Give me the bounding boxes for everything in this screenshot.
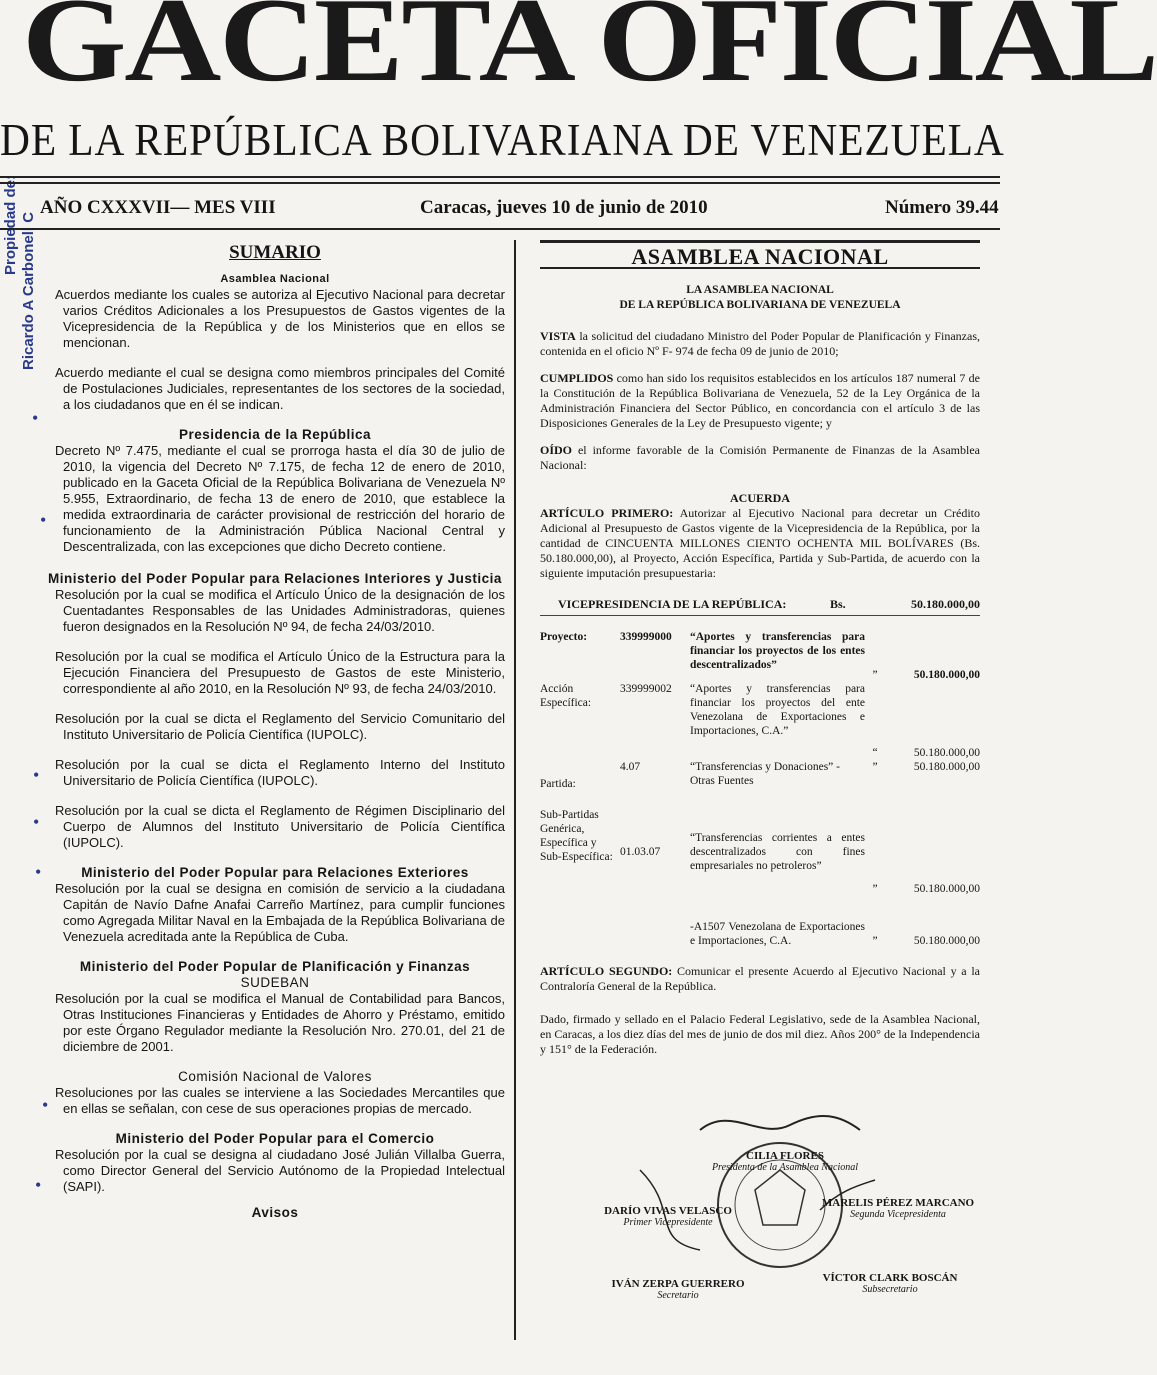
stamp-line-1: Propiedad de: [2, 174, 19, 275]
budget-desc: “Aportes y transferencias para financiar los proyectos del ente Venezolana de Exportaciones e Importaciones, C.A.” [690, 683, 865, 737]
budget-total: 50.180.000,00 [911, 597, 980, 611]
sumario-item: Resolución por la cual se modifica el Manual de Contabilidad para Bancos, Otras Instituciones Financieras y Entidades de Ahorro y Préstamo, emitido por este Órgano Regulador mediante la Resolución Nro. 270.01, del 21 de diciembre de 2001. [55, 991, 505, 1054]
budget-desc: “Transferencias corrientes a entes descentralizados con fines empresariales no petroleros” [690, 832, 865, 872]
budget-amount: 50.180.000,00 [913, 761, 980, 773]
signatory-name: DARÍO VIVAS VELASCO [604, 1205, 732, 1217]
stamp-line-2: Ricardo A Carbonell C [20, 211, 37, 370]
section-heading: Comisión Nacional de Valores [178, 1069, 372, 1084]
pen-mark: • [40, 510, 47, 530]
pen-mark: • [32, 408, 39, 428]
budget-row [540, 896, 980, 948]
issuer-line-2: DE LA REPÚBLICA BOLIVARIANA DE VENEZUELA [619, 299, 901, 311]
budget-ditto: “ [872, 747, 878, 759]
articulo-primero [540, 506, 980, 581]
newspaper-subtitle: DE LA REPÚBLICA BOLIVARIANA DE VENEZUELA [0, 115, 1005, 165]
budget-amount: 50.180.000,00 [913, 883, 980, 895]
budget-amount: 50.180.000,00 [913, 669, 980, 681]
newspaper-title: GACETA OFICIAL [22, 0, 1157, 106]
signatory-presidenta [700, 1150, 870, 1173]
signatory-secretario [598, 1278, 758, 1301]
budget-label: Partida: [540, 778, 576, 790]
budget-code: 01.03.07 [620, 846, 661, 858]
pen-mark: • [42, 1095, 49, 1115]
section-heading: Asamblea Nacional [220, 273, 330, 285]
section-heading: Ministerio del Poder Popular de Planificación y Finanzas [79, 959, 471, 974]
budget-ditto: ” [872, 935, 878, 947]
masthead [0, 0, 1157, 250]
section-heading: Ministerio del Poder Popular para el Comercio [115, 1131, 435, 1146]
year-month: AÑO CXXXVII— MES VIII [40, 197, 276, 218]
column-divider [514, 240, 516, 1340]
issuer-line-1: LA ASAMBLEA NACIONAL [686, 284, 834, 296]
pen-mark: • [35, 862, 42, 882]
budget-label: Proyecto: [540, 631, 588, 643]
section-heading: Ministerio del Poder Popular para Relaciones Interiores y Justicia [48, 571, 502, 586]
seal-and-signatures [620, 1110, 880, 1260]
signatory-name: MARELIS PÉREZ MARCANO [821, 1197, 975, 1209]
budget-table [540, 630, 980, 948]
sumario-item: Resolución por la cual se dicta el Reglamento del Servicio Comunitario del Instituto Universitario de Policía Científica (IUPOLC). [55, 711, 505, 742]
sumario-item: Resolución por la cual se dicta el Reglamento de Régimen Disciplinario del Cuerpo de Alumnos del Instituto Universitario de Policía Científica (IUPOLC). [55, 803, 505, 850]
budget-label: Sub-Partidas Genérica, Específica y Sub-Específica: [540, 809, 613, 863]
budget-desc: “Aportes y transferencias para financiar los proyectos de los entes descentralizados” [690, 631, 865, 671]
issue-number: Número 39.44 [885, 197, 999, 218]
sumario-item: Resoluciones por las cuales se interviene a las Sociedades Mercantiles que en ellas se señalan, con cese de sus operaciones propias de mercado. [55, 1085, 505, 1116]
pen-mark: • [35, 1175, 42, 1195]
budget-label [540, 896, 620, 948]
signatory-segunda-vicepresidenta [818, 1197, 978, 1220]
masthead-rule-top [0, 176, 1000, 178]
sumario-item: Resolución por la cual se dicta el Reglamento Interno del Instituto Universitario de Policía Científica (IUPOLC). [55, 757, 505, 788]
masthead-rule-bottom [0, 228, 1000, 230]
signatory-subsecretario [805, 1272, 975, 1295]
budget-currency: Bs. [830, 597, 846, 611]
cumplidos-text: como han sido los requisitos establecidos en los artículos 187 numeral 7 de la Constitución de la República Bolivariana de Venezuela, 52 de la Ley Orgánica de la Administración Financiera del Sector Público, en concordancia con el artículo 3 de las Disposiciones Generales de la Ley de Presupuesto vigente; y [540, 371, 980, 430]
signatory-name: IVÁN ZERPA GUERRERO [611, 1278, 745, 1290]
budget-desc: “Transferencias y Donaciones” - Otras Fuentes [690, 761, 840, 787]
budget-code [620, 896, 690, 948]
budget-code: 339999002 [620, 683, 672, 695]
signatory-name: CILIA FLORES [746, 1150, 824, 1162]
budget-code: 4.07 [620, 761, 641, 773]
budget-entity: VICEPRESIDENCIA DE LA REPÚBLICA: [558, 597, 787, 611]
budget-label: Acción Específica: [540, 683, 592, 709]
sumario-item: Resolución por la cual se designa al ciudadano José Julián Villalba Guerra, como Director General del Servicio Autónomo de la Propiedad Intelectual (SAPI). [55, 1147, 505, 1194]
sumario-item: Resolución por la cual se modifica el Artículo Único de la Estructura para la Ejecución Financiera del Presupuesto de Gastos de este Ministerio, correspondiente al año 2010, en la Resolución Nº 93, de fecha 24/03/2010. [55, 649, 505, 696]
art2-text: Comunicar el presente Acuerdo al Ejecutivo Nacional y a la Contraloría General de la República. [540, 964, 980, 993]
asamblea-column [540, 240, 980, 1057]
budget-code: 339999000 [620, 631, 672, 643]
sumario-item: Acuerdo mediante el cual se designa como miembros principales del Comité de Postulaciones Judiciales, representantes de los sectores de la sociedad, a los ciudadanos que en él se indican. [55, 365, 505, 412]
section-subheading: SUDEBAN [240, 975, 310, 990]
budget-ditto: ” [872, 883, 878, 895]
section-heading: Presidencia de la República [178, 427, 372, 442]
asamblea-section-title: ASAMBLEA NACIONAL [540, 240, 980, 269]
cumplidos-paragraph [540, 371, 980, 431]
budget-row [540, 760, 980, 808]
section-heading: Ministerio del Poder Popular para Relaciones Exteriores [81, 865, 469, 880]
closing-paragraph: Dado, firmado y sellado en el Palacio Federal Legislativo, sede de la Asamblea Nacional, en Caracas, a los diez días del mes de junio de dos mil diez. Años 200° de la Independencia y 151° de la Federación. [540, 1012, 980, 1056]
pen-mark: • [33, 812, 40, 832]
signatory-role: Presidenta de la Asamblea Nacional [711, 1162, 859, 1173]
oido-text: el informe favorable de la Comisión Permanente de Finanzas de la Asamblea Nacional: [540, 443, 980, 472]
sumario-item: Decreto Nº 7.475, mediante el cual se prorroga hasta el día 30 de julio de 2010, la vigencia del Decreto Nº 7.175, de fecha 12 de enero de 2010, publicado en la Gaceta Oficial de la República Bolivariana de Venezuela Nº 5.955, Extraordinario, de fecha 13 de enero de 2010, que establece la medida extraordinaria de carácter provisional de restricción del horario de funcionamiento de la Administración Pública Nacional Central y Descentralizada, con las excepciones que dicho Decreto contiene. [55, 443, 505, 554]
oido-paragraph [540, 443, 980, 473]
pen-mark: • [33, 765, 40, 785]
signatory-role: Secretario [657, 1290, 699, 1301]
sumario-item: Acuerdos mediante los cuales se autoriza al Ejecutivo Nacional para decretar varios Créditos Adicionales a los Presupuestos de Gastos vigentes de la Vicepresidencia de la República y de los Ministerios que en ellos se mencionan. [55, 287, 505, 350]
budget-ditto: ” [872, 761, 878, 773]
budget-row [540, 682, 980, 760]
art1-label: ARTÍCULO PRIMERO: [540, 506, 674, 520]
budget-ditto: ” [872, 669, 878, 681]
budget-desc: -A1507 Venezolana de Exportaciones e Importaciones, C.A. [690, 921, 865, 947]
cumplidos-label: CUMPLIDOS [540, 371, 614, 385]
budget-amount: 50.180.000,00 [913, 747, 980, 759]
sumario-item: Resolución por la cual se designa en comisión de servicio a la ciudadana Capitán de Navío Dafne Anafai Carreño Martínez, para cumplir funciones como Agregada Militar Naval en la Embajada de la República Bolivariana de Venezuela acreditada ante la República de Cuba. [55, 881, 505, 944]
national-assembly-seal [620, 1110, 880, 1260]
signatory-role: Segunda Vicepresidenta [850, 1209, 946, 1220]
budget-row [540, 808, 980, 896]
articulo-segundo [540, 964, 980, 994]
signatory-role: Subsecretario [862, 1284, 918, 1295]
budget-row [540, 630, 980, 682]
signatory-role: Primer Vicepresidente [623, 1217, 713, 1228]
signatory-name: VÍCTOR CLARK BOSCÁN [822, 1272, 958, 1284]
acuerda-heading: ACUERDA [730, 491, 790, 505]
budget-amount: 50.180.000,00 [913, 935, 980, 947]
art2-label: ARTÍCULO SEGUNDO: [540, 964, 673, 978]
vista-paragraph [540, 329, 980, 359]
budget-header [540, 597, 980, 616]
signatory-primer-vicepresidente [598, 1205, 738, 1228]
art1-text: Autorizar al Ejecutivo Nacional para decretar un Crédito Adicional al Presupuesto de Gastos vigente de la Vicepresidencia de la República, por la cantidad de CINCUENTA MILLONES CIENTO OCHENTA MIL BOLÍVARES (Bs. 50.180.000,00), al Proyecto, Acción Específica, Partida y Sub-Partida, de acuerdo con la siguiente imputación presupuestaria: [540, 506, 981, 580]
oido-label: OÍDO [540, 443, 573, 457]
section-heading: Avisos [251, 1205, 299, 1220]
sumario-heading: SUMARIO [229, 242, 321, 263]
sumario-column [45, 242, 505, 1221]
sumario-item: Resolución por la cual se modifica el Artículo Único de la designación de los Cuentadantes Responsables de las Unidades Administradoras, quienes fueron designados en la Resolución Nº 94, de fecha 24/03/2010. [55, 587, 505, 634]
masthead-rule-top-2 [0, 182, 1000, 184]
date-line: Caracas, jueves 10 de junio de 2010 [420, 197, 708, 218]
vista-label: VISTA [540, 329, 576, 343]
vista-text: la solicitud del ciudadano Ministro del Poder Popular de Planificación y Finanzas, contenida en el oficio Nº F- 974 de fecha 09 de junio de 2010; [540, 329, 980, 358]
